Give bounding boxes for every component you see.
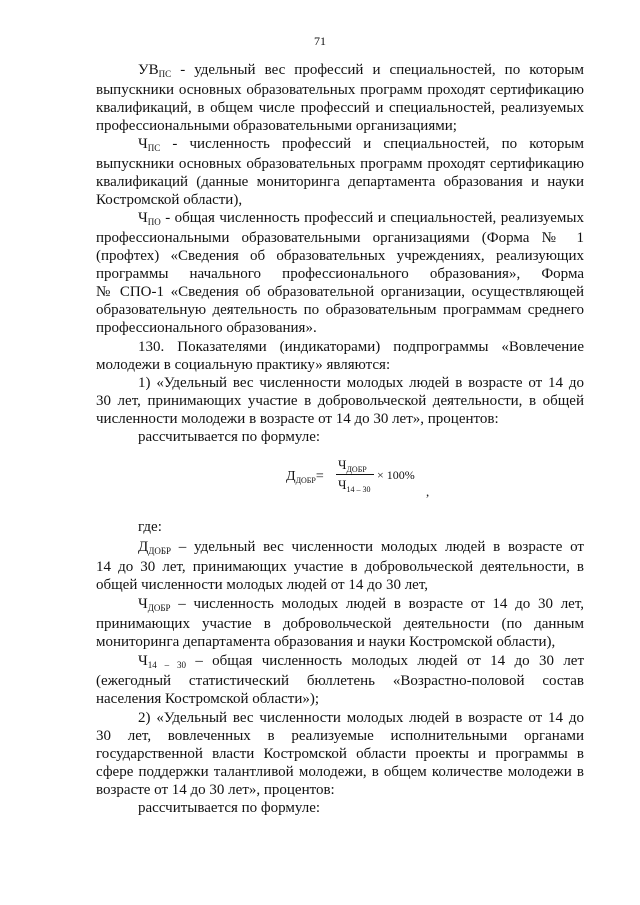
text-line: молодежи в социальную практику» являются:: [96, 357, 391, 373]
symbol-subscript: ПС: [158, 69, 172, 79]
symbol-subscript: ДОБР: [147, 603, 171, 613]
definition-d-dobr-line-1: [138, 539, 584, 560]
definition-ch-ps-line-1: [138, 136, 584, 157]
symbol-ch: Ч: [138, 653, 148, 669]
text-line: выпускники основных образовательных программ проходят сертификацию: [96, 156, 584, 172]
symbol-ch: Ч: [138, 136, 148, 152]
text-line: мониторинга департамента образования и науки Костромской области),: [96, 634, 556, 650]
definition-uv-ps-line-1: [138, 62, 584, 83]
text-line: (профтех) «Сведения об образовательных учреждениях, реализующих: [96, 248, 584, 264]
text-line: профессиональными образовательными организациями (Форма № 1: [96, 230, 584, 246]
definition-ch-po-line-1: [138, 210, 584, 231]
formula-lhs: $Д_{ДОБР}=$: [286, 469, 324, 485]
text-line: 30 лет, принимающих участие в добровольческой деятельности, в общей: [96, 393, 584, 409]
text-line: профессионального образования».: [96, 320, 317, 336]
text-line: 14 до 30 лет, принимающих участие в добровольческой деятельности, в: [96, 559, 584, 575]
text-line: населения Костромской области»);: [96, 691, 320, 707]
text-line: общей численности молодых людей от 14 до 30 лет,: [96, 577, 429, 593]
text-line: – общая численность молодых людей от 14 до 30 лет: [195, 653, 585, 669]
symbol-ch: Ч: [138, 210, 148, 226]
text-line: рассчитывается по формуле:: [138, 429, 321, 445]
text-line: – численность молодых людей в возрасте от 14 до 30 лет,: [178, 596, 585, 612]
item-1-line-1: 1) «Удельный вес численности молодых людей в возрасте от 14 до: [138, 375, 584, 391]
symbol-subscript: ДОБР: [148, 546, 172, 556]
formula-denominator: $Ч_{14 - 30}$: [338, 477, 371, 494]
text-line: программы начального профессионального образования», Форма: [96, 266, 584, 282]
text-line: - общая численность профессий и специальностей, реализуемых: [165, 210, 585, 226]
text-line: принимающих участие в добровольческой деятельности (по данным: [96, 616, 584, 632]
symbol-d: Д: [138, 539, 149, 555]
text-line: образовательную деятельность по образовательным программам среднего: [96, 302, 584, 318]
text-line: профессиональными образовательными организациями;: [96, 118, 457, 134]
text-line: - численность профессий и специальностей, по которым: [172, 136, 584, 152]
text-line: Костромской области),: [96, 192, 243, 208]
definition-ch-dobr-line-1: [138, 596, 584, 617]
page-number: 71: [314, 34, 326, 48]
text-line: № СПО-1 «Сведения об образовательной организации, осуществляющей: [96, 284, 584, 300]
paragraph-130-line-1: 130. Показателями (индикаторами) подпрограммы «Вовлечение: [138, 339, 584, 355]
formula-numerator: $Ч_{ДОБР}$: [338, 457, 367, 474]
symbol-subscript: ПС: [147, 143, 161, 153]
text-line: рассчитывается по формуле:: [138, 800, 321, 816]
symbol-ch: Ч: [138, 596, 148, 612]
text-line: 30 лет, вовлеченных в реализуемые исполнительными органами: [96, 728, 584, 744]
formula-comma: ,: [426, 484, 430, 499]
text-line: - удельный вес профессий и специальностей, по которым: [180, 62, 584, 78]
formula-multiplier: × 100%: [377, 468, 415, 482]
text-line: квалификаций (данные мониторинга департамента образования и науки: [96, 174, 584, 190]
text-line: выпускники основных образовательных программ проходят сертификацию: [96, 82, 584, 98]
where-label: где:: [138, 519, 162, 535]
text-line: – удельный вес численности молодых людей в возрасте от: [178, 539, 584, 555]
text-line: (ежегодный статистический бюллетень «Возрастно-половой состав: [96, 673, 584, 689]
text-line: численности молодежи в возрасте от 14 до 30 лет», процентов:: [96, 411, 499, 427]
fraction-bar: [336, 474, 374, 475]
definition-ch-14-30-line-1: [138, 653, 584, 674]
symbol-subscript: ПО: [147, 217, 161, 227]
text-line: государственной власти Костромской области проекты и программы в: [96, 746, 584, 762]
symbol-uv: УВ: [138, 62, 159, 78]
text-line: квалификаций, в общем числе профессий и специальностей, реализуемых: [96, 100, 584, 116]
text-line: возрасте от 14 до 30 лет», процентов:: [96, 782, 335, 798]
item-2-line-1: 2) «Удельный вес численности молодых людей в возрасте от 14 до: [138, 710, 584, 726]
text-line: сфере поддержки талантливой молодежи, в общем количестве молодежи в: [96, 764, 584, 780]
symbol-subscript: 14 – 30: [147, 660, 186, 670]
